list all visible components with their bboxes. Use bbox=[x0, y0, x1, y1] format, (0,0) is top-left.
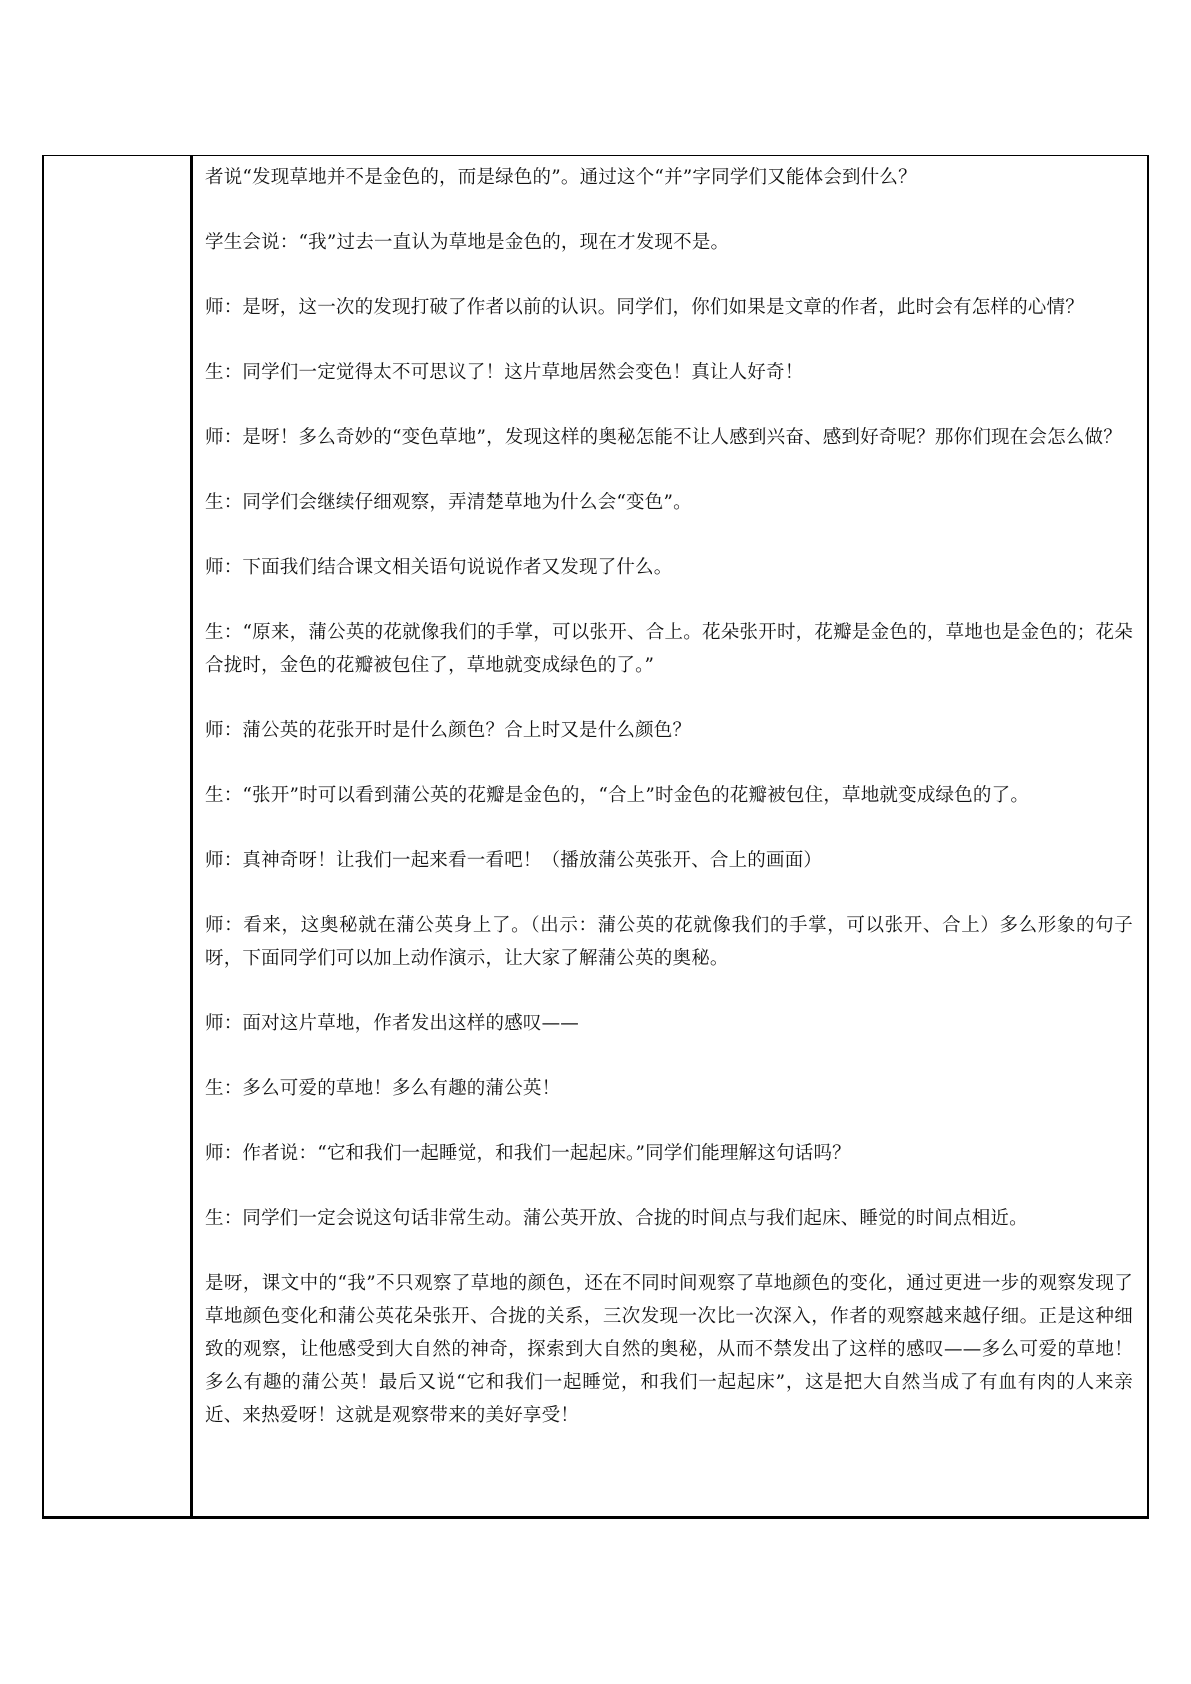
paragraph: 是呀，课文中的“我”不只观察了草地的颜色，还在不同时间观察了草地颜色的变化，通过更进一步的观察发现了草地颜色变化和蒲公英花朵张开、合拢的关系，三次发现一次比一次深入，作者的观察越来越仔细。正是这种细致的观察，让他感受到大自然的神奇，探索到大自然的奥秘，从而不禁发出了这样的感叹——多么可爱的草地！多么有趣的蒲公英！最后又说“它和我们一起睡觉，和我们一起起床”，这是把大自然当成了有血有肉的人来亲近、来热爱呀！这就是观察带来的美好享受！ bbox=[205, 1273, 1133, 1426]
paragraph: 师：下面我们结合课文相关语句说说作者又发现了什么。 bbox=[205, 557, 673, 578]
paragraph: 学生会说：“我”过去一直认为草地是金色的，现在才发现不是。 bbox=[205, 232, 730, 253]
paragraph: 师：面对这片草地，作者发出这样的感叹—— bbox=[205, 1013, 580, 1034]
paragraph: 师：是呀，这一次的发现打破了作者以前的认识。同学们，你们如果是文章的作者，此时会有怎样的心情？ bbox=[205, 297, 1084, 318]
paragraph: 生：同学们一定会说这句话非常生动。蒲公英开放、合拢的时间点与我们起床、睡觉的时间点相近。 bbox=[205, 1208, 1028, 1229]
paragraph: 生：同学们一定觉得太不可思议了！这片草地居然会变色！真让人好奇！ bbox=[205, 362, 804, 383]
paragraph: 生：“张开”时可以看到蒲公英的花瓣是金色的，“合上”时金色的花瓣被包住，草地就变成绿色的了。 bbox=[205, 785, 1030, 806]
paragraph: 师：蒲公英的花张开时是什么颜色？合上时又是什么颜色？ bbox=[205, 720, 692, 741]
paragraph: 生：多么可爱的草地！多么有趣的蒲公英！ bbox=[205, 1078, 561, 1099]
lesson-table bbox=[42, 155, 1149, 1519]
table-content-cell bbox=[193, 156, 1147, 1516]
paragraph: 师：作者说：“它和我们一起睡觉，和我们一起起床。”同学们能理解这句话吗？ bbox=[205, 1143, 851, 1164]
table-left-column bbox=[44, 156, 193, 1516]
paragraph: 师：真神奇呀！让我们一起来看一看吧！（播放蒲公英张开、合上的画面） bbox=[205, 850, 823, 871]
paragraph: 师：看来，这奥秘就在蒲公英身上了。（出示：蒲公英的花就像我们的手掌，可以张开、合上）多么形象的句子呀，下面同学们可以加上动作演示，让大家了解蒲公英的奥秘。 bbox=[205, 915, 1133, 969]
paragraph: 者说“发现草地并不是金色的，而是绿色的”。通过这个“并”字同学们又能体会到什么？ bbox=[205, 167, 917, 188]
paragraph: 生：同学们会继续仔细观察，弄清楚草地为什么会“变色”。 bbox=[205, 492, 692, 513]
paragraph: 生：“原来，蒲公英的花就像我们的手掌，可以张开、合上。花朵张开时，花瓣是金色的，草地也是金色的；花朵合拢时，金色的花瓣被包住了，草地就变成绿色的了。” bbox=[205, 622, 1133, 676]
paragraph: 师：是呀！多么奇妙的“变色草地”，发现这样的奥秘怎能不让人感到兴奋、感到好奇呢？那你们现在会怎么做？ bbox=[205, 427, 1122, 448]
